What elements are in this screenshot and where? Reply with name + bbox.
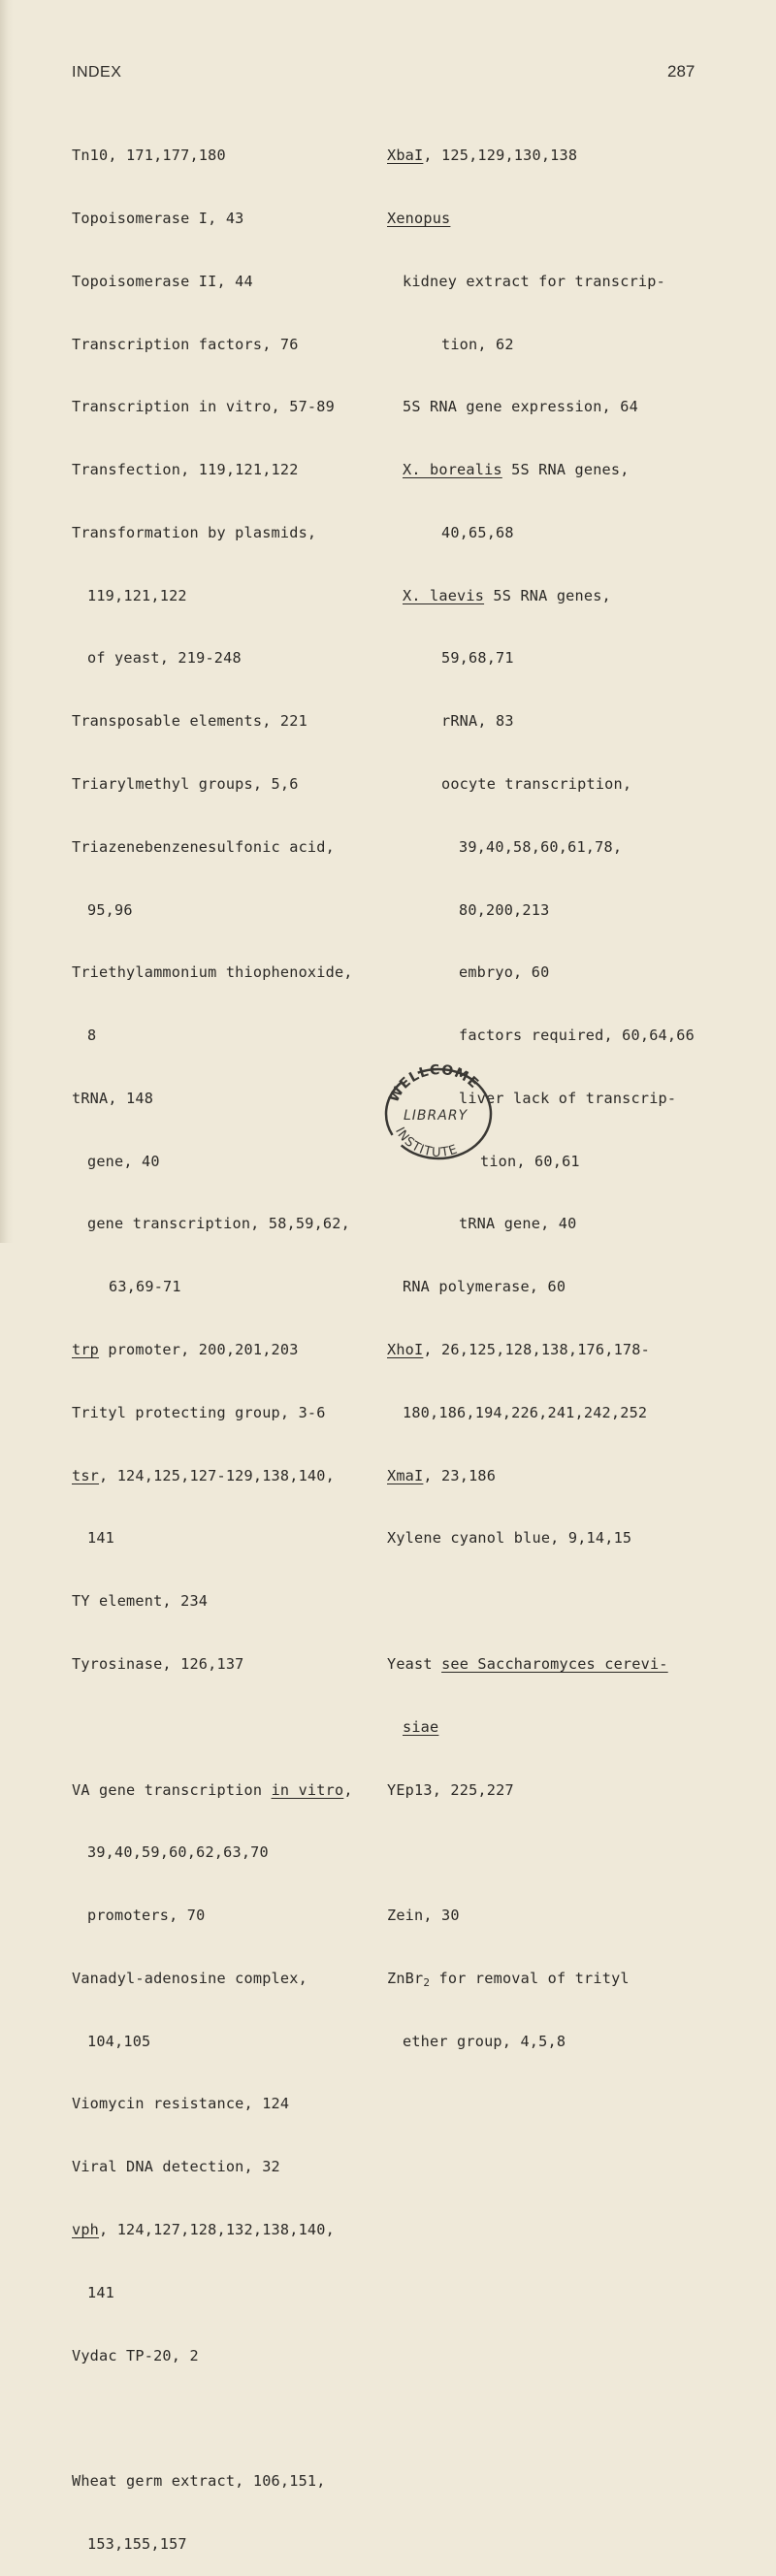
index-subentry: liver lack of transcrip- [459,1089,677,1107]
page-edge [0,0,14,1243]
section-gap [72,1717,382,1739]
index-entry-continuation: 8 [87,1027,97,1045]
index-entry [387,1466,736,1487]
index-entry: Transcription in vitro, 57-89 [72,398,335,416]
index-entry: TY element, 234 [72,1592,209,1611]
italic-term: in vitro [271,1780,344,1799]
index-entry-text: , 124,125,127-129,138,140, [99,1466,335,1484]
index-subentry: promoters, 70 [87,1907,206,1925]
index-entry-text: promoter, 200,201,203 [99,1341,299,1359]
index-entry-continuation: 39,40,58,60,61,78, [459,837,623,856]
index-entry-continuation [387,1717,736,1739]
index-entry-text: 5S RNA genes, [484,586,611,604]
library-stamp-icon [374,1054,501,1160]
index-entry: Viral DNA detection, 32 [72,2158,280,2176]
gene-name: vph [72,2220,100,2238]
index-entry: YEp13, 225,227 [387,1780,514,1799]
index-entry: Vanadyl-adenosine complex, [72,1969,307,1987]
cross-reference: siae [403,1717,439,1736]
index-entry [387,1969,736,1990]
index-entry-continuation: 39,40,59,60,62,63,70 [87,1843,269,1862]
index-entry: Triazenebenzenesulfonic acid, [72,837,335,856]
index-entry-text: ZnBr [387,1969,424,1987]
index-entry: Transformation by plasmids, [72,523,317,541]
enzyme-name: XhoI [387,1341,424,1359]
gene-name: tsr [72,1466,100,1484]
index-entry-continuation: 95,96 [87,900,133,919]
index-entry: tRNA, 148 [72,1089,154,1107]
index-entry [72,1780,382,1802]
index-entry [387,1654,736,1676]
index-subentry: of yeast, 219-248 [87,649,242,668]
index-subentry: kidney extract for transcrip- [403,272,665,290]
index-entry-text: for removal of trityl [430,1969,630,1987]
index-column-left [72,104,382,2576]
index-entry [387,146,736,167]
index-subentry: oocyte transcription, [441,775,632,793]
index-entry: Wheat germ extract, 106,151, [72,2472,326,2491]
index-entry: Tn10, 171,177,180 [72,147,226,165]
index-entry-continuation: 180,186,194,226,241,242,252 [403,1403,648,1421]
section-gap [387,1842,736,1864]
index-entry: Triarylmethyl groups, 5,6 [72,775,299,793]
index-entry-text: , [343,1780,353,1799]
subscript: 2 [423,1975,431,1989]
index-entry: Transfection, 119,121,122 [72,461,299,479]
index-entry: Topoisomerase I, 43 [72,209,244,227]
index-entry-continuation: ether group, 4,5,8 [403,2032,566,2050]
index-entry: Topoisomerase II, 44 [72,272,253,290]
index-entry-continuation: 119,121,122 [87,586,187,604]
stamp-top-text: WELLCOME [386,1061,482,1105]
index-entry: Trityl protecting group, 3-6 [72,1403,326,1421]
index-entry-continuation: 104,105 [87,2032,151,2050]
stamp-middle-text: LIBRARY [404,1108,469,1124]
index-entry: Tyrosinase, 126,137 [72,1654,244,1673]
stamp-bottom-text: INSTITUTE [392,1125,461,1160]
section-gap [387,1591,736,1613]
index-entry-text: VA gene transcription [72,1780,272,1799]
index-subentry [387,460,736,481]
index-entry-text: , 124,127,128,132,138,140, [99,2220,335,2238]
index-entry-continuation: 59,68,71 [441,649,514,668]
index-entry-continuation: 141 [87,2283,115,2301]
index-entry-text: , 26,125,128,138,176,178- [423,1341,650,1359]
genus-name: Xenopus [387,209,451,227]
page-number: 287 [667,62,695,81]
index-entry-text: 5S RNA genes, [501,461,630,479]
index-subentry: rRNA, 83 [441,712,514,731]
index-entry-continuation: 153,155,157 [87,2534,187,2553]
cross-reference: see Saccharomyces cerevi- [441,1654,668,1673]
index-entry-continuation: 40,65,68 [441,523,514,541]
enzyme-name: XmaI [387,1466,424,1484]
index-entry [387,209,736,230]
enzyme-name: XbaI [387,147,424,165]
index-entry: Transcription factors, 76 [72,335,299,353]
index-entry-continuation: tion, 62 [441,335,514,353]
index-entry: Vydac TP-20, 2 [72,2346,199,2364]
index-subentry: factors required, 60,64,66 [459,1027,695,1045]
index-entry-text: , 125,129,130,138 [423,147,578,165]
gene-name: trp [72,1341,100,1359]
index-entry: Viomycin resistance, 124 [72,2095,290,2113]
index-entry [387,1340,736,1361]
index-entry-continuation: 80,200,213 [459,900,550,919]
running-head: INDEX [72,64,122,81]
index-entry [72,1340,382,1361]
index-entry [72,1466,382,1487]
index-entry-text: Yeast [387,1654,442,1673]
index-entry: Transposable elements, 221 [72,712,307,731]
index-subentry: RNA polymerase, 60 [403,1278,566,1296]
index-entry: Xylene cyanol blue, 9,14,15 [387,1529,632,1548]
index-entry [72,2220,382,2241]
index-entry-continuation: 141 [87,1529,115,1548]
index-subentry: 5S RNA gene expression, 64 [403,398,638,416]
species-name: X. borealis [403,461,502,479]
index-subentry: gene transcription, 58,59,62, [87,1215,350,1233]
index-entry: Triethylammonium thiophenoxide, [72,963,353,982]
index-subentry: tRNA gene, 40 [459,1215,577,1233]
index-subentry [387,586,736,607]
species-name: X. laevis [403,586,485,604]
index-entry-text: , 23,186 [423,1466,497,1484]
section-gap [72,2408,382,2429]
index-entry-continuation: 63,69-71 [109,1278,181,1296]
index-subentry: embryo, 60 [459,963,550,982]
index-subentry: gene, 40 [87,1152,160,1170]
index-entry: Zein, 30 [387,1907,460,1925]
index-entry-continuation: tion, 60,61 [480,1152,580,1170]
